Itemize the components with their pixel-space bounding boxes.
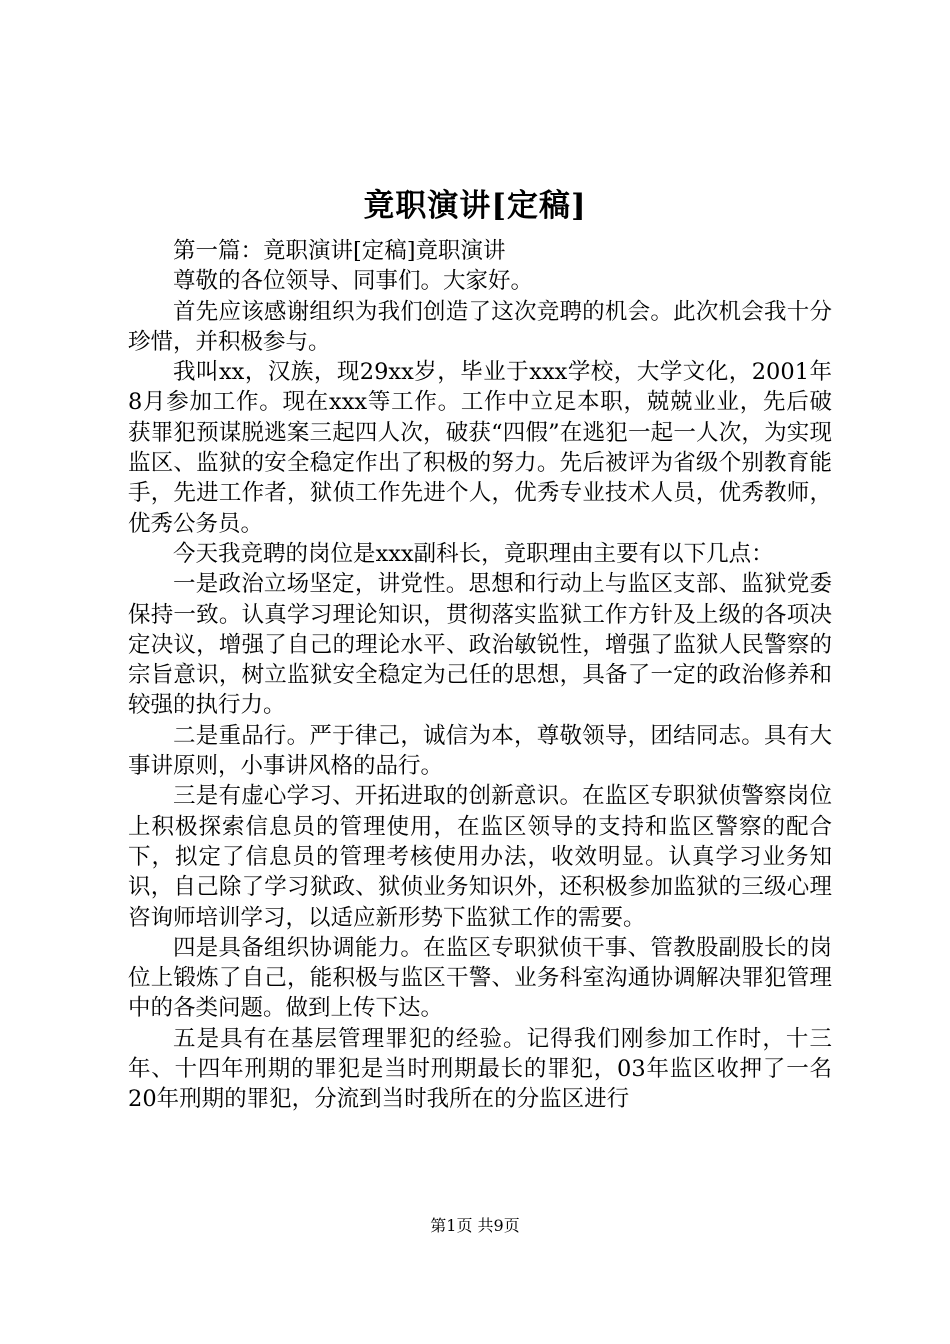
page-number-footer: 第1页 共9页: [430, 1216, 520, 1235]
paragraph-point-2: 二是重品行。严于律己，诚信为本，尊敬领导，团结同志。具有大事讲原则，小事讲风格的品行。: [128, 722, 832, 780]
document-title: 竟职演讲[定稿]: [363, 188, 587, 224]
paragraph-point-5: 五是具有在基层管理罪犯的经验。记得我们刚参加工作时，十三年、十四年刑期的罪犯是当时刑期最长的罪犯，03年监区收押了一名20年刑期的罪犯，分流到当时我所在的分监区进行: [128, 1025, 832, 1113]
paragraph-thanks: 首先应该感谢组织为我们创造了这次竞聘的机会。此次机会我十分珍惜，并积极参与。: [128, 298, 832, 355]
paragraph-point-1: 一是政治立场坚定，讲党性。思想和行动上与监区支部、监狱党委保持一致。认真学习理论知识，贯彻落实监狱工作方针及上级的各项决定决议，增强了自己的理论水平、政治敏锐性，增强了监狱人民警察的宗旨意识，树立监狱安全稳定为己任的思想，具备了一定的政治修养和较强的执行力。: [128, 571, 832, 719]
paragraph-heading: 第一篇：竟职演讲[定稿]竟职演讲: [173, 238, 506, 264]
paragraph-greeting: 尊敬的各位领导、同事们。大家好。: [173, 268, 534, 295]
paragraph-point-4: 四是具备组织协调能力。在监区专职狱侦干事、管教股副股长的岗位上锻炼了自己，能积极与监区干警、业务科室沟通协调解决罪犯管理中的各类问题。做到上传下达。: [128, 934, 832, 1022]
paragraph-position: 今天我竞聘的岗位是xxx副科长，竟职理由主要有以下几点：: [173, 540, 774, 567]
document-body: [128, 236, 832, 1115]
paragraph-point-3: 三是有虚心学习、开拓进取的创新意识。在监区专职狱侦警察岗位上积极探索信息员的管理使用，在监区领导的支持和监区警察的配合下，拟定了信息员的管理考核使用办法，收效明显。认真学习业务知识，自己除了学习狱政、狱侦业务知识外，还积极参加监狱的三级心理咨询师培训学习，以适应新形势下监狱工作的需要。: [128, 783, 832, 931]
paragraph-self-intro: 我叫xx，汉族，现29xx岁，毕业于xxx学校，大学文化，2001年8月参加工作。现在xxx等工作。工作中立足本职，兢兢业业，先后破获罪犯预谋脱逃案三起四人次，破获“四假”在逃犯一起一人次，为实现监区、监狱的安全稳定作出了积极的努力。先后被评为省级个别教育能手，先进工作者，狱侦工作先进个人，优秀专业技术人员，优秀教师，优秀公务员。: [128, 359, 832, 537]
